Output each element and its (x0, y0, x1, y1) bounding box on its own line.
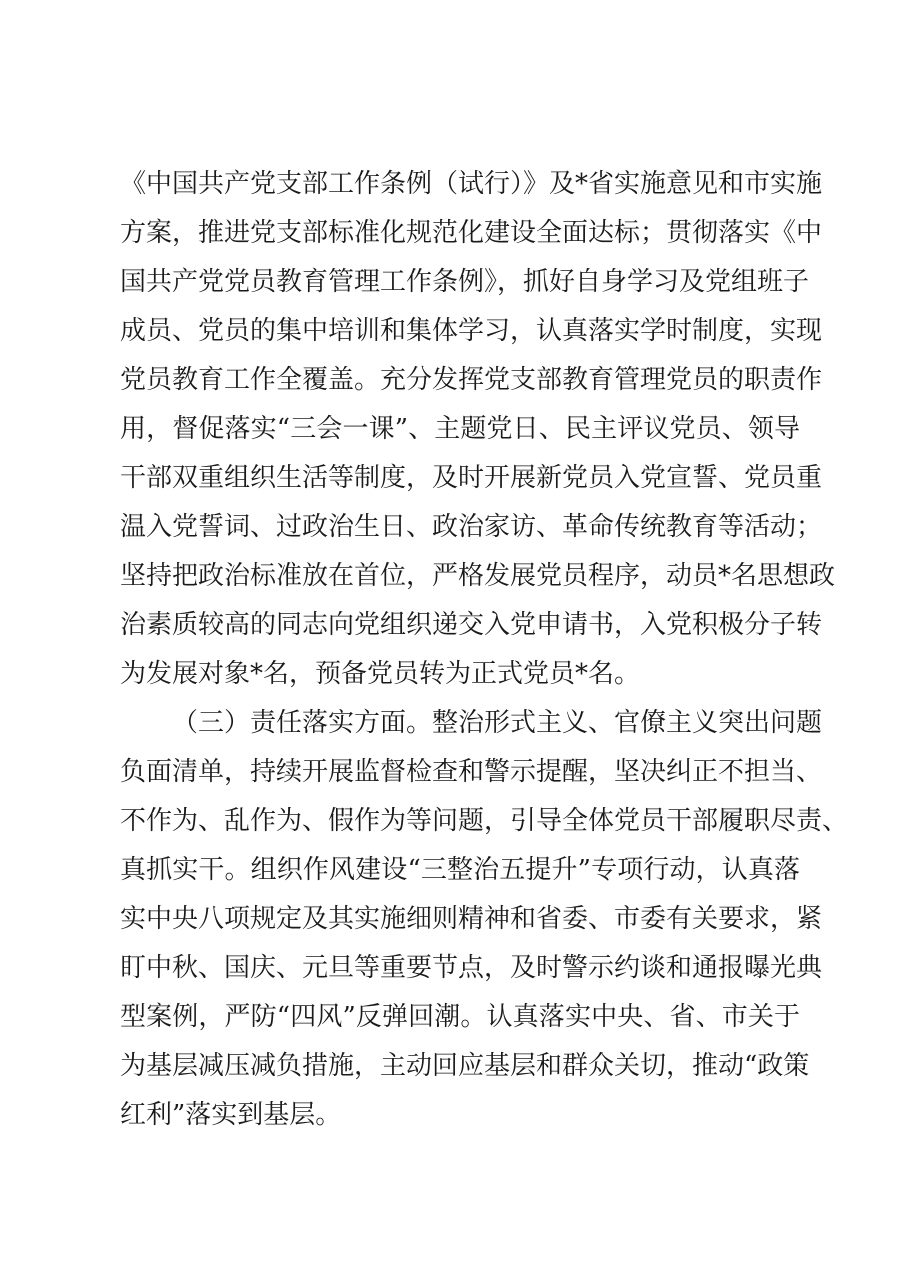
text-line: 真抓实干。组织作风建设“三整治五提升”专项行动，认真落 (120, 855, 800, 885)
text-line: 成员、党员的集中培训和集体学习，认真落实学时制度，实现 (120, 316, 823, 346)
text-line: 盯中秋、国庆、元旦等重要节点，及时警示约谈和通报曝光典 (120, 953, 823, 983)
text-line: 党员教育工作全覆盖。充分发挥党支部教育管理党员的职责作 (120, 365, 823, 395)
text-line: 型案例，严防“四风”反弹回潮。认真落实中央、省、市关于 (120, 1002, 800, 1032)
text-line: 不作为、乱作为、假作为等问题，引导全体党员干部履职尽责、 (120, 806, 849, 836)
section-heading-line: （三）责任落实方面。整治形式主义、官僚主义突出问题 (172, 708, 823, 738)
text-line: 干部双重组织生活等制度，及时开展新党员入党宣誓、党员重 (120, 463, 823, 493)
text-line: 治素质较高的同志向党组织递交入党申请书，入党积极分子转 (120, 610, 823, 640)
text-line: 方案，推进党支部标准化规范化建设全面达标；贯彻落实《中 (120, 218, 823, 248)
text-line: 国共产党党员教育管理工作条例》，抓好自身学习及党组班子 (120, 267, 810, 297)
text-line: 为基层减压减负措施，主动回应基层和群众关切，推动“政策 (120, 1051, 810, 1081)
text-line: 红利”落实到基层。 (120, 1100, 342, 1130)
text-line: 《中国共产党支部工作条例（试行）》及*省实施意见和市实施 (120, 169, 823, 199)
text-line: 温入党誓词、过政治生日、政治家访、革命传统教育等活动； (120, 512, 823, 542)
text-line: 实中央八项规定及其实施细则精神和省委、市委有关要求，紧 (120, 904, 823, 934)
text-line: 为发展对象*名，预备党员转为正式党员*名。 (120, 659, 641, 689)
text-line: 用，督促落实“三会一课”、主题党日、民主评议党员、领导 (120, 414, 800, 444)
text-line: 坚持把政治标准放在首位，严格发展党员程序，动员*名思想政 (120, 561, 836, 591)
text-line: 负面清单，持续开展监督检查和警示提醒，坚决纠正不担当、 (120, 757, 823, 787)
